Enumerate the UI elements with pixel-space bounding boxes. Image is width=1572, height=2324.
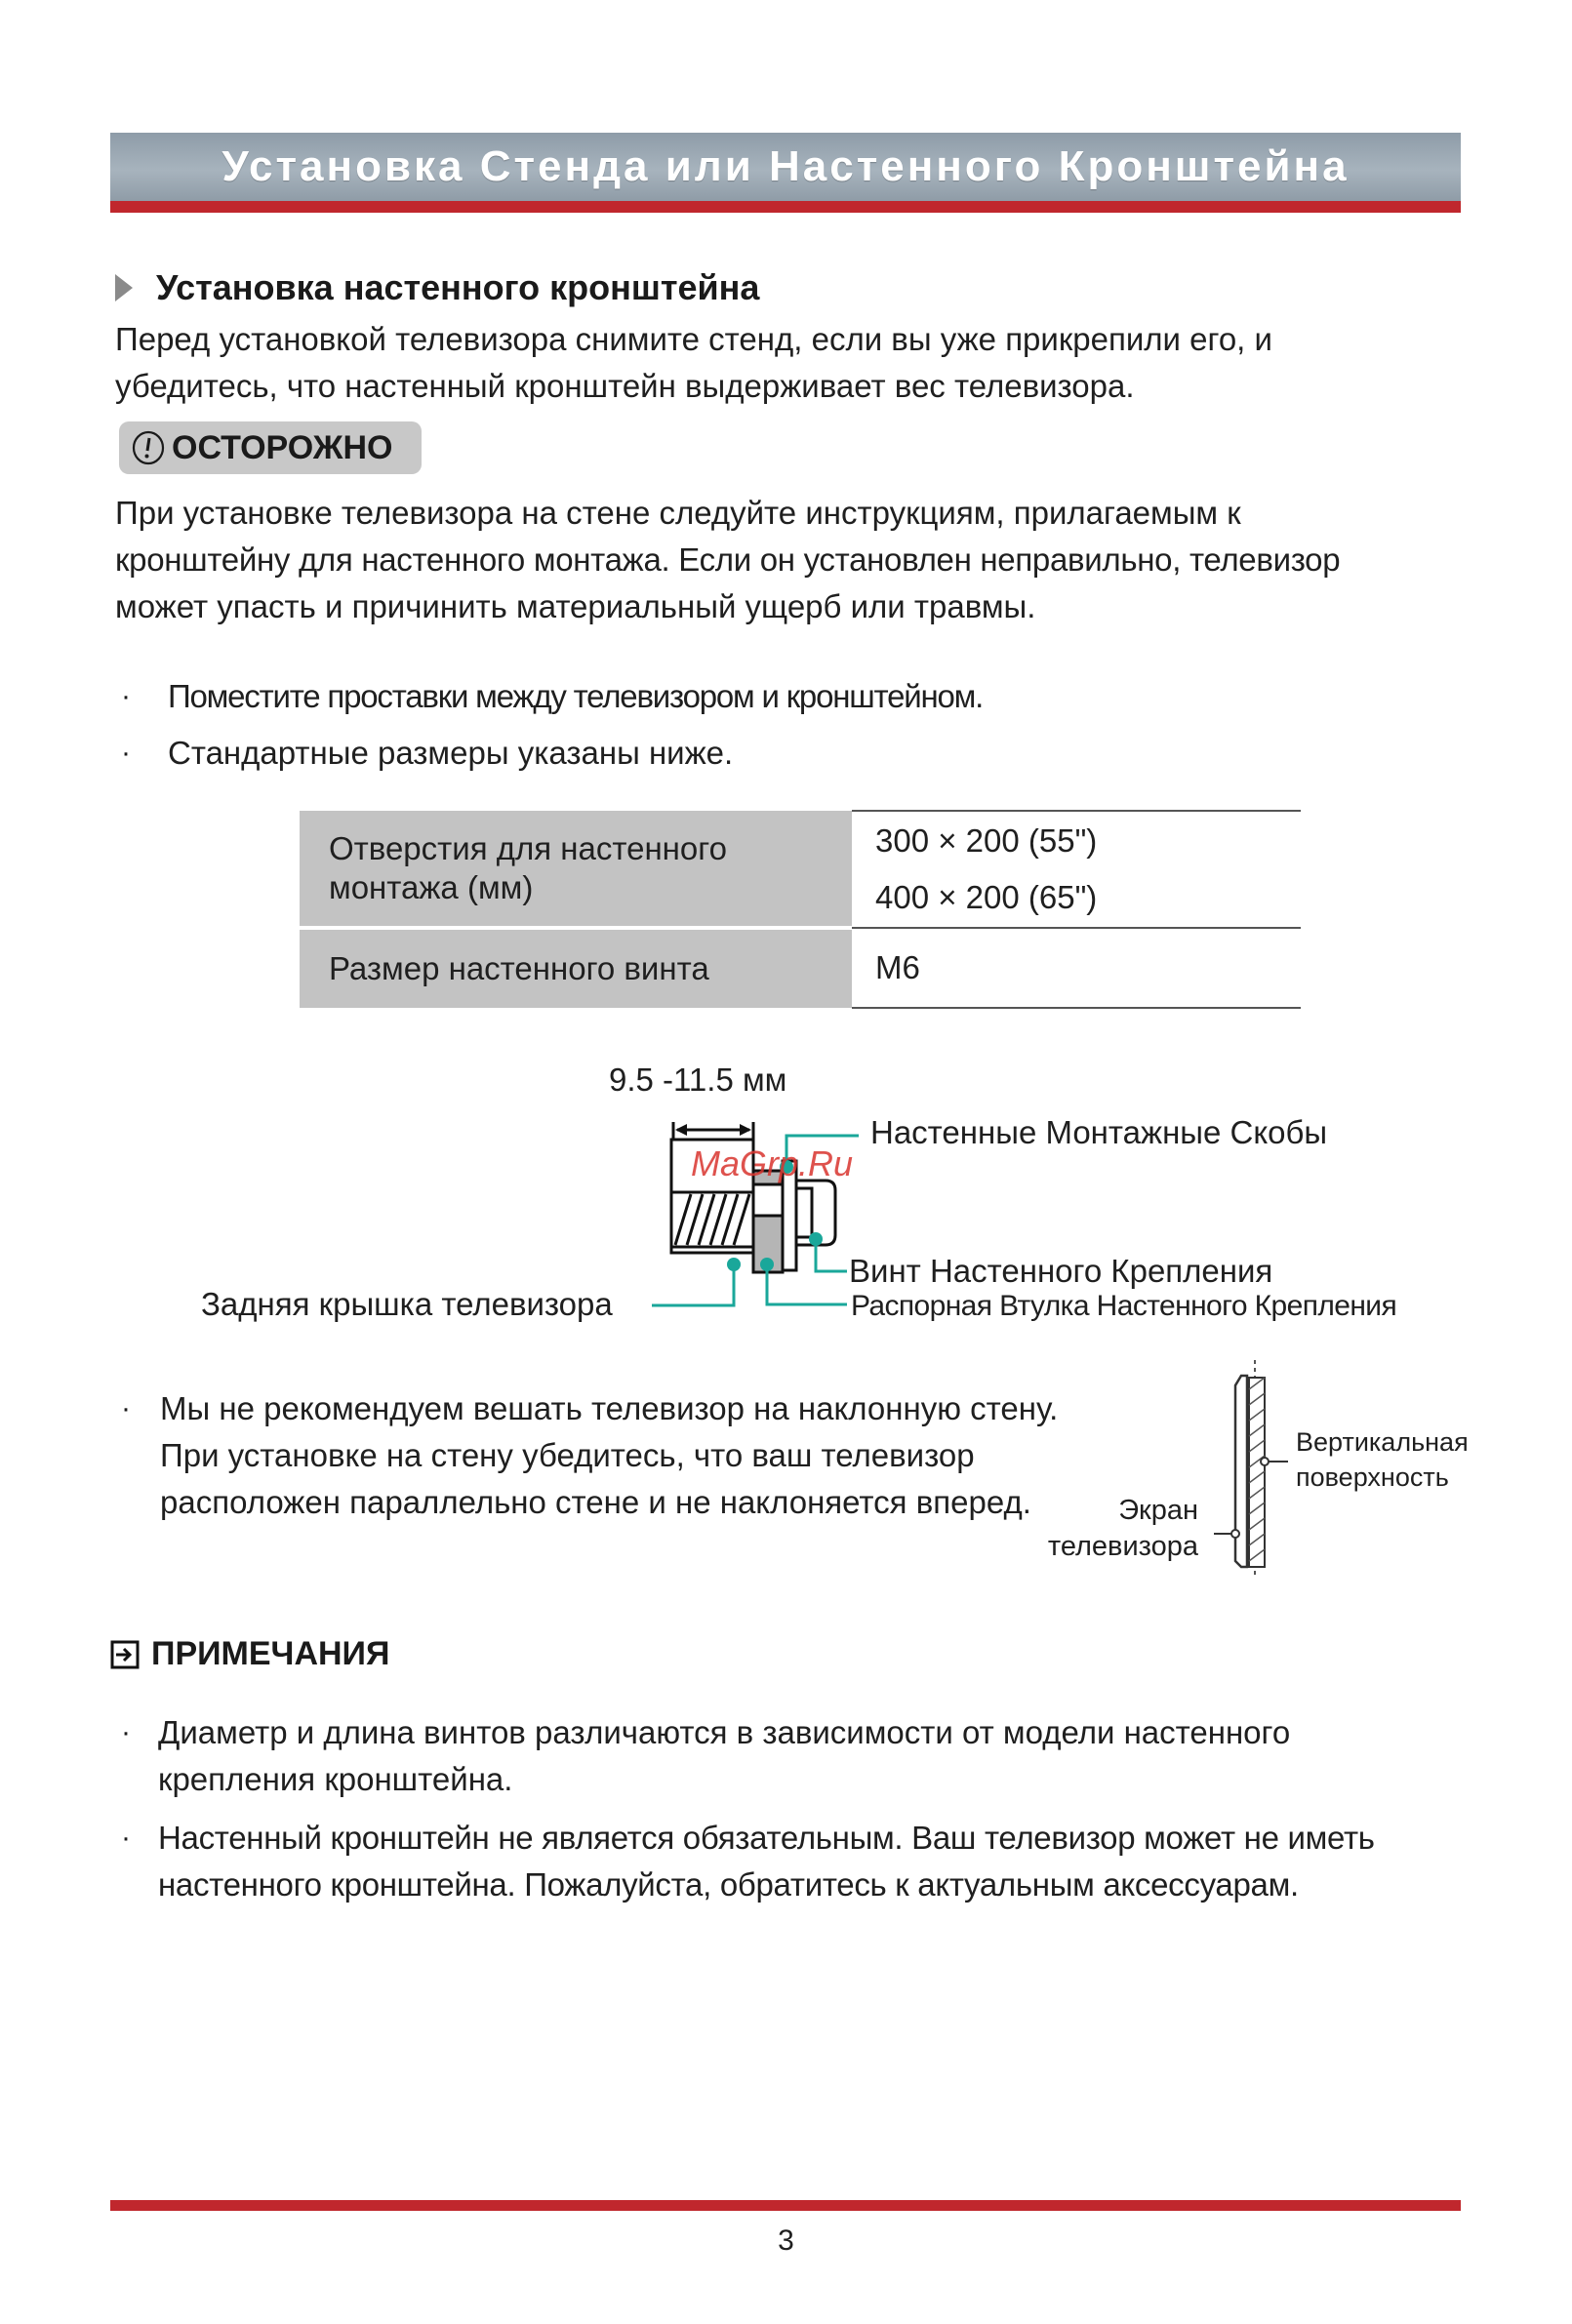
list-item [115,1709,1454,1803]
table-cell-label [300,811,852,928]
list-item [115,730,1462,777]
screen-label-line-1: Экран [1118,1495,1198,1526]
caution-line-1: При установке телевизора на стене следуйте инструкциям, прилагаемым к [115,495,1241,531]
section-title: Установка настенного кронштейна [156,267,760,307]
screen-label-line-2: телевизора [1047,1531,1198,1562]
tilt-line-3: расположен параллельно стене и не наклоняется вперед. [160,1484,1031,1520]
page-number: 3 [778,2224,794,2257]
header-banner [110,133,1461,201]
wall-hatch [1249,1378,1265,1567]
tilt-line-1: Мы не рекомендуем вешать телевизор на наклонную стену. [160,1390,1059,1426]
header-red-rule [110,201,1461,213]
caution-text [115,490,1466,630]
spacer-label: Распорная Втулка Настенного Крепления [851,1290,1397,1322]
table-row [300,928,1301,1008]
screw-label: Винт Настенного Крепления [849,1253,1273,1289]
wall-label-line-1: Вертикальная [1296,1427,1469,1457]
bracket-label: Настенные Монтажные Скобы [870,1114,1328,1150]
caution-label: ОСТОРОЖНО [172,428,393,466]
table-cell-value [852,928,1301,1008]
note-2-line-2: настенного кронштейна. Пожалуйста, обратитесь к актуальным аксессуарам. [158,1866,1299,1903]
mount-holes-value-55: 300 × 200 (55") [875,822,1098,859]
spec-table [300,810,1301,1009]
tilt-line-2: При установке на стену убедитесь, что ваш телевизор [160,1437,975,1473]
mount-holes-value-65: 400 × 200 (65") [875,879,1098,915]
note-2-line-1: Настенный кронштейн не является обязательным. Ваш телевизор может не иметь [158,1820,1375,1856]
tilt-note [115,1385,1149,1526]
bullet-text: Стандартные размеры указаны ниже. [168,735,734,771]
screw-size-value: M6 [875,949,920,985]
note-1-line-1: Диаметр и длина винтов различаются в зависимости от модели настенного [158,1714,1291,1750]
tilt-note-text [160,1385,1058,1526]
intro-paragraph [115,316,1462,410]
screen-label [1015,1493,1198,1565]
watermark-text: MaGrp.Ru [691,1143,854,1183]
list-item [115,1815,1454,1908]
note-icon [110,1640,140,1669]
mount-holes-label: Отверстия для настенного монтажа (мм) [329,830,727,905]
intro-line-2: убедитесь, что настенный кронштейн выдерживает вес телевизора. [115,368,1135,404]
back-cover-label: Задняя крышка телевизора [201,1286,613,1322]
section-arrow-icon [115,274,133,301]
section-heading [115,265,759,310]
note-text [158,1709,1454,1803]
notes-heading [110,1635,389,1673]
wall-label [1296,1424,1469,1495]
wall-label-line-2: поверхность [1296,1463,1449,1492]
note-1-line-2: крепления кронштейна. [158,1761,513,1797]
screw-size-label: Размер настенного винта [329,950,709,986]
bullet-text: Поместите проставки между телевизором и кронштейном. [168,678,984,714]
bullet-dot: · [121,680,131,712]
caution-badge [119,421,422,474]
table-cell-value [852,811,1301,928]
notes-list [115,1709,1454,1908]
bullet-dot: · [121,737,131,769]
caution-line-3: может упасть и причинить материальный ущерб или травмы. [115,588,1036,624]
intro-line-1: Перед установкой телевизора снимите стенд, если вы уже прикрепили его, и [115,321,1272,357]
caution-line-2: кронштейну для настенного монтажа. Если он установлен неправильно, телевизор [115,541,1341,578]
page-title: Установка Стенда или Настенного Кронштейна [222,142,1350,190]
table-cell-label [300,928,852,1008]
spacer-shape [753,1171,783,1272]
dimension-label: 9.5 -11.5 мм [609,1062,787,1098]
bullet-dot: · [121,1822,131,1854]
bullet-dot: · [121,1392,131,1424]
note-text [158,1815,1454,1908]
table-row [300,811,1301,928]
bullet-dot: · [121,1716,131,1748]
warning-icon [131,430,166,465]
bullet-list [115,673,1462,777]
list-item [115,673,1462,720]
footer-red-rule [110,2200,1461,2211]
notes-title: ПРИМЕЧАНИЯ [151,1635,390,1672]
list-item [115,1385,1149,1526]
